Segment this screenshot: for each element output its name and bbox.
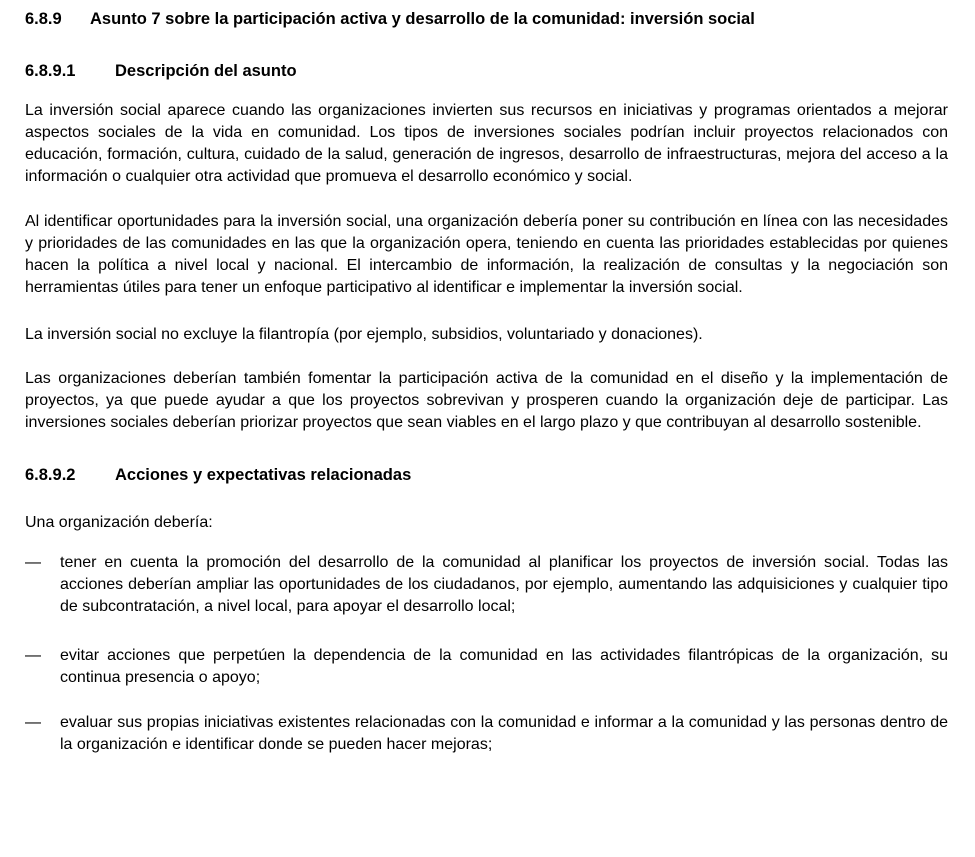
actions-intro: Una organización debería: bbox=[25, 514, 213, 531]
subsection-actions-number: 6.8.9.2 bbox=[25, 466, 76, 484]
subsection-description-heading bbox=[25, 60, 948, 82]
description-paragraph-1: La inversión social aparece cuando las organizaciones invierten sus recursos en iniciativas y programas orientados a mejorar aspectos sociales de la vida en comunidad. Los tipos de inversiones sociales podrían incluir proyectos relacionados con educación, formación, cultura, cuidado de la salud, generación de ingresos, desarrollo de infraestructuras, mejora del acceso a la información o cualquier otra actividad que promueva el desarrollo económico y social. bbox=[25, 102, 948, 185]
section-title: Asunto 7 sobre la participación activa y desarrollo de la comunidad: inversión social bbox=[90, 10, 755, 28]
bullet-text: evitar acciones que perpetúen la dependencia de la comunidad en las actividades filantrópicas de la organización, su continua presencia o apoyo; bbox=[60, 647, 948, 686]
bullet-item bbox=[25, 645, 948, 689]
bullet-item bbox=[25, 552, 948, 618]
bullet-text: evaluar sus propias iniciativas existentes relacionadas con la comunidad e informar a la comunidad y las personas dentro de la organización e identificar donde se pueden hacer mejoras; bbox=[60, 714, 948, 753]
description-paragraph-2: Al identificar oportunidades para la inversión social, una organización debería poner su contribución en línea con las necesidades y prioridades de las comunidades en las que la organización opera, teniendo en cuenta las prioridades establecidas por quienes hacen la política a nivel local y nacional. El intercambio de información, la realización de consultas y la negociación son herramientas útiles para tener un enfoque participativo al identificar e implementar la inversión social. bbox=[25, 213, 948, 296]
bullet-dash: — bbox=[25, 554, 41, 571]
bullet-text: tener en cuenta la promoción del desarrollo de la comunidad al planificar los proyectos de inversión social. Todas las acciones deberían ampliar las oportunidades de los ciudadanos, por ejemplo, aumentando las adquisiciones y cualquier tipo de subcontratación, a nivel local, para apoyar el desarrollo local; bbox=[60, 554, 948, 615]
bullet-dash: — bbox=[25, 714, 41, 731]
section-heading bbox=[25, 8, 948, 30]
section-number: 6.8.9 bbox=[25, 10, 62, 28]
subsection-description-title: Descripción del asunto bbox=[115, 62, 297, 80]
subsection-actions-heading bbox=[25, 464, 948, 486]
subsection-description-number: 6.8.9.1 bbox=[25, 62, 76, 80]
bullet-dash: — bbox=[25, 647, 41, 664]
subsection-actions-title: Acciones y expectativas relacionadas bbox=[115, 466, 412, 484]
bullet-item bbox=[25, 712, 948, 756]
description-paragraph-3: La inversión social no excluye la filantropía (por ejemplo, subsidios, voluntariado y donaciones). bbox=[25, 326, 703, 343]
description-paragraph-4: Las organizaciones deberían también fomentar la participación activa de la comunidad en el diseño y la implementación de proyectos, ya que puede ayudar a que los proyectos sobrevivan y prosperen cuando la organización deje de participar. Las inversiones sociales deberían priorizar proyectos que sean viables en el largo plazo y que contribuyan al desarrollo sostenible. bbox=[25, 370, 948, 431]
